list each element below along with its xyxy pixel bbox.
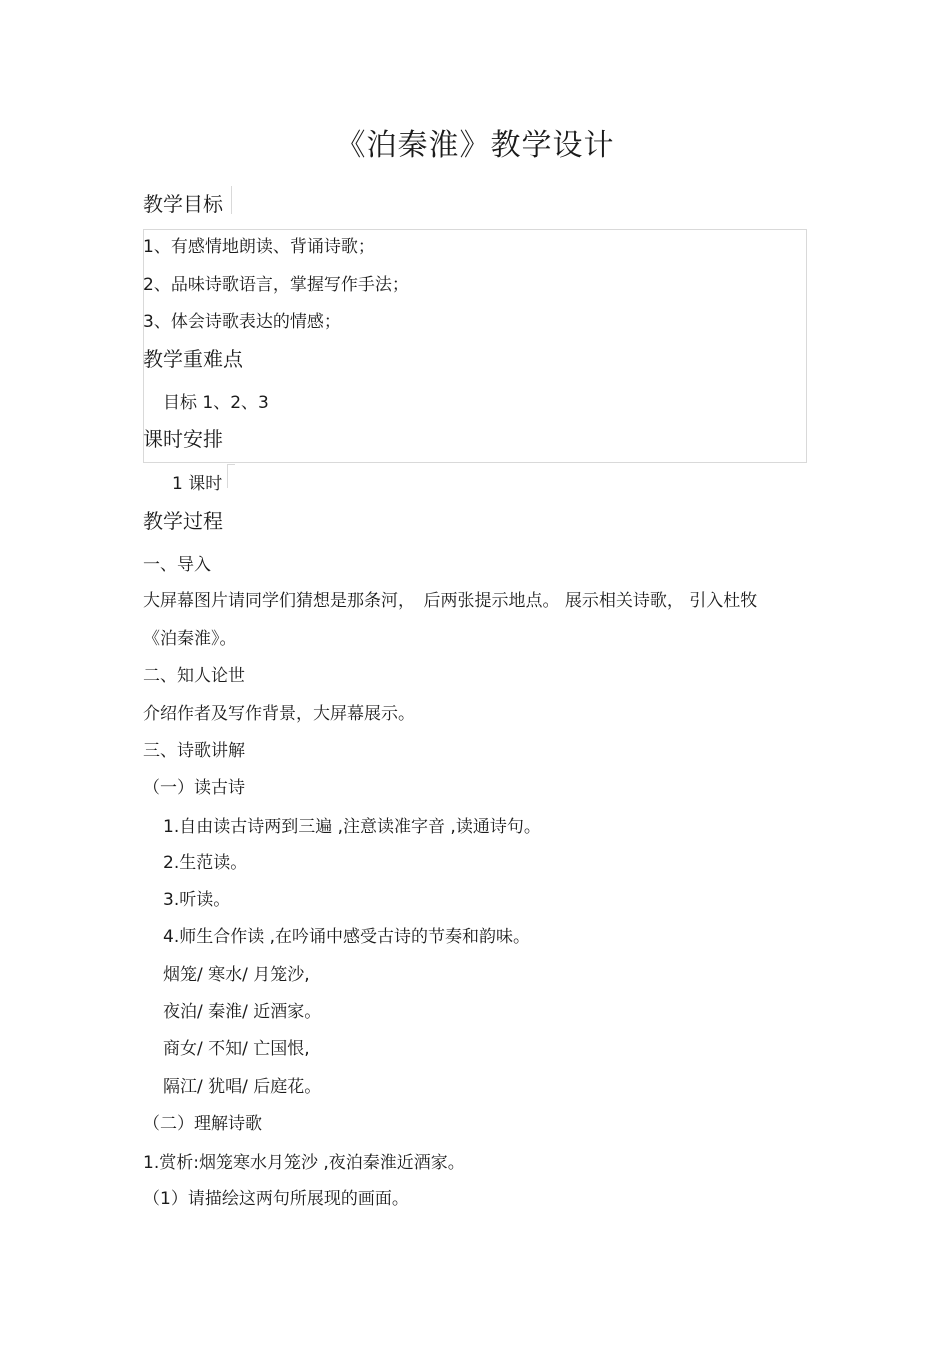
key-points-heading: 教学重难点 bbox=[143, 347, 243, 371]
intro-text-line1: 大屏幕图片请同学们猜想是那条河， 后两张提示地点。 展示相关诗歌， 引入杜牧 bbox=[143, 591, 758, 611]
frame-tick-bottom bbox=[227, 464, 228, 488]
analysis-question: （1）请描绘这两句所展现的画面。 bbox=[143, 1189, 409, 1209]
goal-item-3: 3、体会诗歌表达的情感； bbox=[143, 312, 341, 332]
goals-heading: 教学目标 bbox=[143, 192, 223, 216]
background-heading: 二、知人论世 bbox=[143, 666, 245, 686]
frame-tick-corner bbox=[227, 464, 235, 465]
schedule-text: 1 课时 bbox=[172, 474, 223, 494]
poem-line-3: 商女/ 不知/ 亡国恨, bbox=[163, 1039, 310, 1059]
read-step-4: 4.师生合作读 ,在吟诵中感受古诗的节奏和韵味。 bbox=[163, 927, 531, 947]
schedule-heading: 课时安排 bbox=[143, 427, 223, 451]
poem-line-2: 夜泊/ 秦淮/ 近酒家。 bbox=[163, 1002, 322, 1022]
frame-tick-top bbox=[231, 186, 232, 214]
poem-line-1: 烟笼/ 寒水/ 月笼沙, bbox=[163, 965, 310, 985]
understand-heading: （二）理解诗歌 bbox=[143, 1114, 262, 1134]
explain-heading: 三、诗歌讲解 bbox=[143, 741, 245, 761]
background-text: 介绍作者及写作背景，大屏幕展示。 bbox=[143, 704, 415, 724]
read-step-2: 2.生范读。 bbox=[163, 853, 248, 873]
key-points-text: 目标 1、2、3 bbox=[163, 393, 269, 413]
process-heading: 教学过程 bbox=[143, 509, 223, 533]
goal-item-1: 1、有感情地朗读、背诵诗歌； bbox=[143, 237, 375, 257]
document-title: 《泊秦淮》教学设计 bbox=[335, 128, 615, 163]
poem-line-4: 隔江/ 犹唱/ 后庭花。 bbox=[163, 1077, 322, 1097]
read-step-3: 3.听读。 bbox=[163, 890, 231, 910]
read-step-1: 1.自由读古诗两到三遍 ,注意读准字音 ,读通诗句。 bbox=[163, 817, 541, 837]
intro-text-line2: 《泊秦淮》。 bbox=[143, 629, 237, 649]
read-heading: （一）读古诗 bbox=[143, 778, 245, 798]
goal-item-2: 2、品味诗歌语言，掌握写作手法； bbox=[143, 275, 409, 295]
intro-heading: 一、导入 bbox=[143, 555, 211, 575]
analysis-text: 1.赏析:烟笼寒水月笼沙 ,夜泊秦淮近酒家。 bbox=[143, 1153, 465, 1173]
